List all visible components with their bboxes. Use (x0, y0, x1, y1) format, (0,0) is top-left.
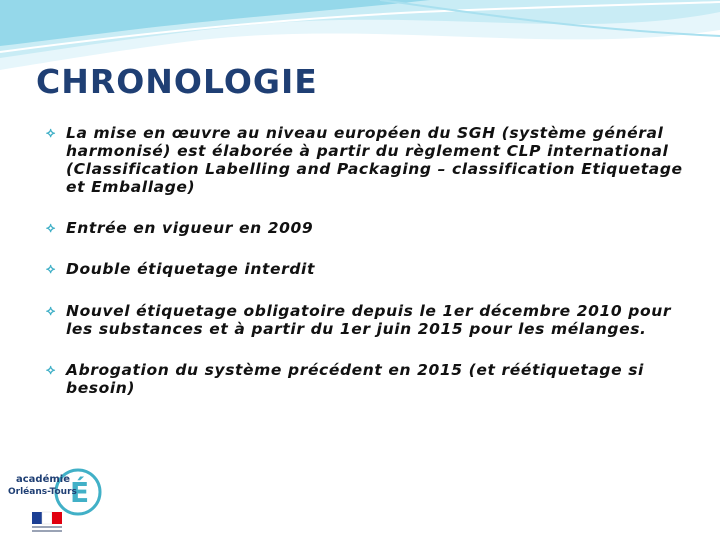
logo-line2: Orléans-Tours (8, 487, 77, 497)
flag-red (52, 512, 62, 524)
flag-caption-2 (32, 530, 62, 532)
bullet-text: Abrogation du système précédent en 2015 (et réétiquetage si besoin) (66, 361, 644, 397)
bullet-text: Nouvel étiquetage obligatoire depuis le 1er décembre 2010 pour les substances et à partir du 1er juin 2015 pour les mélanges. (66, 302, 672, 338)
bullet-text: Entrée en vigueur en 2009 (66, 219, 314, 237)
logo-line1: académie (16, 474, 70, 485)
tick-mark-icon: ⟡ (46, 125, 56, 141)
bullet-item (46, 260, 696, 278)
flag-caption (32, 526, 62, 528)
tick-mark-icon: ⟡ (46, 303, 56, 319)
flag-white (42, 512, 52, 524)
slide-title: CHRONOLOGIE (36, 62, 318, 101)
tick-mark-icon: ⟡ (46, 220, 56, 236)
bullet-item (46, 219, 696, 237)
academie-logo (6, 462, 102, 534)
bullet-item (46, 302, 696, 338)
bullet-list (46, 124, 696, 397)
bullet-text: La mise en œuvre au niveau européen du SGH (système général harmonisé) est élaborée à partir du règlement CLP international (Classification Labelling and Packaging – classification Etiquetage et Emballage) (66, 124, 683, 196)
flag-blue (32, 512, 42, 524)
bullet-item (46, 361, 696, 397)
bullet-item (46, 124, 696, 196)
logo-letter: É (70, 476, 90, 509)
tick-mark-icon: ⟡ (46, 261, 56, 277)
bullet-text: Double étiquetage interdit (66, 260, 315, 278)
tick-mark-icon: ⟡ (46, 362, 56, 378)
